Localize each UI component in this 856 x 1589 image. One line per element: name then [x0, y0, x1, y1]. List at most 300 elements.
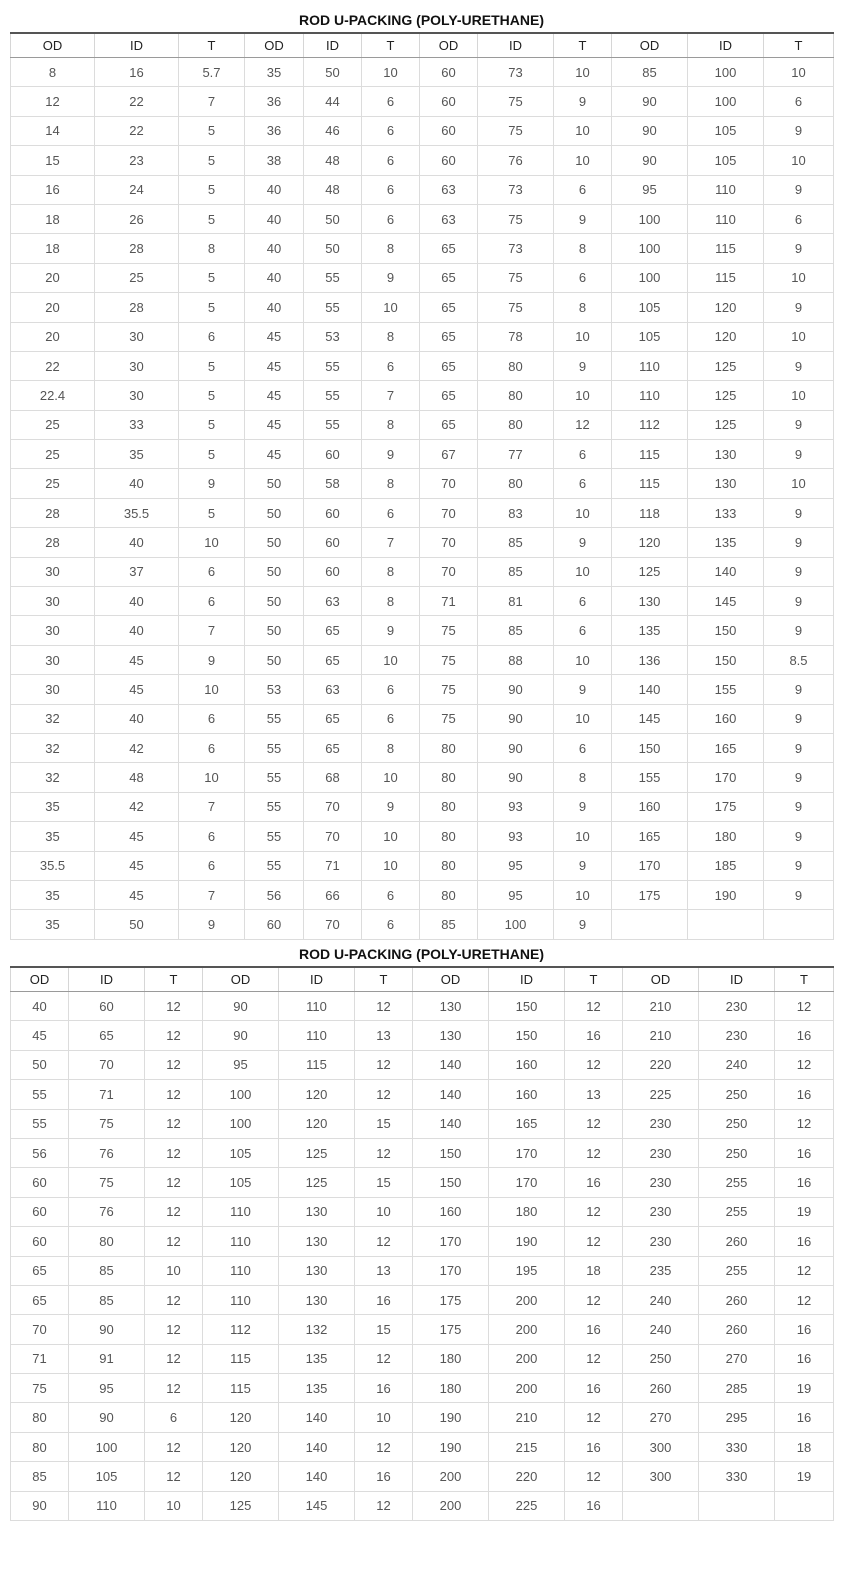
table-cell: 75: [478, 116, 554, 145]
table-cell: 35: [95, 440, 179, 469]
table-cell: 6: [179, 822, 245, 851]
table-cell: 55: [245, 733, 304, 762]
table-cell: 12: [355, 1050, 413, 1079]
table-title: ROD U-PACKING (POLY-URETHANE): [298, 946, 544, 962]
table-cell: 225: [623, 1080, 699, 1109]
table-cell: 9: [362, 792, 420, 821]
table-cell: 15: [11, 146, 95, 175]
table-cell: 16: [775, 1021, 834, 1050]
table-cell: 115: [612, 440, 688, 469]
table-cell: 6: [179, 733, 245, 762]
table-cell: 180: [688, 822, 764, 851]
table-cell: 12: [11, 87, 95, 116]
table-cell: 70: [420, 528, 478, 557]
table-cell: 10: [179, 675, 245, 704]
table-cell: 10: [764, 469, 834, 498]
table-cell: 6: [764, 204, 834, 233]
table-cell: 85: [478, 557, 554, 586]
column-header: ID: [95, 33, 179, 58]
table-cell: 60: [11, 1197, 69, 1226]
table-cell: 50: [245, 645, 304, 674]
table-cell: 65: [420, 410, 478, 439]
table-cell: 45: [245, 322, 304, 351]
table-cell: 6: [554, 263, 612, 292]
table-cell: 50: [11, 1050, 69, 1079]
table-cell: 45: [11, 1021, 69, 1050]
table-cell: 70: [304, 910, 362, 939]
table-cell: 80: [69, 1227, 145, 1256]
table-cell: 105: [688, 116, 764, 145]
table-cell: 10: [554, 58, 612, 87]
table-cell: 9: [764, 351, 834, 380]
table-cell: 215: [489, 1432, 565, 1461]
packing-size-table-2: [10, 966, 834, 1521]
table-cell: 6: [362, 146, 420, 175]
table-cell: 60: [11, 1168, 69, 1197]
table-cell: 6: [554, 587, 612, 616]
table-cell: 10: [554, 704, 612, 733]
table-cell: 68: [304, 763, 362, 792]
table-cell: 100: [478, 910, 554, 939]
table-cell: 170: [688, 763, 764, 792]
table-cell: 133: [688, 498, 764, 527]
table-cell: 80: [420, 822, 478, 851]
table-cell: 120: [203, 1432, 279, 1461]
table-cell: 71: [420, 587, 478, 616]
table-cell: 145: [612, 704, 688, 733]
table-row: [11, 322, 834, 351]
table-cell: 12: [145, 1227, 203, 1256]
header-row: [11, 33, 834, 58]
table-cell: 55: [245, 763, 304, 792]
table-row: [11, 587, 834, 616]
table-cell: 165: [688, 733, 764, 762]
table-cell: 65: [69, 1021, 145, 1050]
table-body: [11, 58, 834, 940]
table-cell: 6: [554, 616, 612, 645]
table-cell: 10: [145, 1256, 203, 1285]
table-cell: 63: [420, 204, 478, 233]
table-cell: 70: [304, 792, 362, 821]
table-cell: 45: [245, 351, 304, 380]
table-cell: 28: [95, 293, 179, 322]
table-cell: 20: [11, 263, 95, 292]
column-header: ID: [478, 33, 554, 58]
table-cell: 8: [554, 763, 612, 792]
table-cell: 16: [11, 175, 95, 204]
table-cell: 9: [764, 733, 834, 762]
table-cell: 8: [362, 234, 420, 263]
table-cell: 16: [565, 1021, 623, 1050]
table-cell: 155: [612, 763, 688, 792]
table-cell: 16: [565, 1432, 623, 1461]
table-cell: 40: [95, 704, 179, 733]
table-cell: 12: [775, 1050, 834, 1079]
table-cell: 12: [355, 1080, 413, 1109]
table-cell: 115: [688, 234, 764, 263]
table-row: [11, 1109, 834, 1138]
table-cell: 16: [95, 58, 179, 87]
table-cell: 85: [478, 616, 554, 645]
table-cell: 140: [279, 1403, 355, 1432]
table-cell: 180: [413, 1374, 489, 1403]
table-cell: 112: [612, 410, 688, 439]
table-cell: 10: [179, 528, 245, 557]
table-cell: 10: [554, 322, 612, 351]
table-cell: 65: [304, 704, 362, 733]
table-cell: 285: [699, 1374, 775, 1403]
table-cell: 12: [145, 1050, 203, 1079]
table-cell: 7: [179, 880, 245, 909]
table-cell: 8: [554, 234, 612, 263]
table-cell: 10: [554, 880, 612, 909]
table-cell: 8: [362, 733, 420, 762]
table-cell: 88: [478, 645, 554, 674]
table-cell: 65: [420, 293, 478, 322]
table-row: [11, 204, 834, 233]
table-cell: 175: [413, 1285, 489, 1314]
table-cell: 165: [612, 822, 688, 851]
table-cell: 55: [304, 381, 362, 410]
table-cell: 90: [478, 675, 554, 704]
table-cell: 6: [554, 440, 612, 469]
table-cell: 25: [95, 263, 179, 292]
table-cell: 50: [245, 557, 304, 586]
table-cell: 20: [11, 322, 95, 351]
table-cell: 10: [355, 1197, 413, 1226]
table-cell: 38: [245, 146, 304, 175]
table-cell: 120: [279, 1109, 355, 1138]
table-cell: 56: [245, 880, 304, 909]
table-cell: 15: [355, 1168, 413, 1197]
table-cell: 33: [95, 410, 179, 439]
table-cell: 85: [612, 58, 688, 87]
table-cell: 80: [420, 880, 478, 909]
table-cell: 230: [623, 1168, 699, 1197]
table-row: [11, 992, 834, 1021]
table-cell: 80: [478, 469, 554, 498]
table-cell: 7: [362, 381, 420, 410]
table-cell: 12: [554, 410, 612, 439]
table-cell: 8: [362, 469, 420, 498]
table-cell: 48: [95, 763, 179, 792]
table-row: [11, 1227, 834, 1256]
table-cell: 42: [95, 733, 179, 762]
table-cell: 240: [623, 1285, 699, 1314]
table-cell: 9: [179, 645, 245, 674]
table-cell: 16: [355, 1374, 413, 1403]
table-cell: 93: [478, 822, 554, 851]
table-cell: 70: [420, 557, 478, 586]
table-cell: 85: [478, 528, 554, 557]
table-cell: 45: [95, 851, 179, 880]
table-cell: 40: [245, 175, 304, 204]
table-cell: 160: [489, 1080, 565, 1109]
table-cell: 140: [688, 557, 764, 586]
table-cell: 66: [304, 880, 362, 909]
table-cell: 30: [11, 645, 95, 674]
table-cell: 75: [69, 1109, 145, 1138]
table-cell: 90: [69, 1315, 145, 1344]
table-cell: 140: [413, 1109, 489, 1138]
table-cell: 73: [478, 175, 554, 204]
table-cell: 9: [554, 792, 612, 821]
table-cell: 6: [179, 322, 245, 351]
table-cell: 44: [304, 87, 362, 116]
table-row: [11, 616, 834, 645]
table-cell: 58: [304, 469, 362, 498]
table-cell: 22: [11, 351, 95, 380]
table-row: [11, 1432, 834, 1461]
table-cell: 95: [203, 1050, 279, 1079]
table-cell: 6: [362, 880, 420, 909]
table-cell: 50: [245, 528, 304, 557]
table-cell: 75: [478, 204, 554, 233]
table-cell: 140: [279, 1432, 355, 1461]
table-cell: 9: [764, 880, 834, 909]
table-row: [11, 1315, 834, 1344]
table-cell: 60: [420, 87, 478, 116]
column-header: ID: [699, 967, 775, 992]
table-cell: 110: [203, 1227, 279, 1256]
table-cell: 8: [362, 557, 420, 586]
table-row: [11, 175, 834, 204]
table-cell: 76: [478, 146, 554, 175]
table-cell: 80: [11, 1403, 69, 1432]
table-body: [11, 992, 834, 1521]
table-cell: 115: [279, 1050, 355, 1079]
table-cell: 90: [11, 1491, 69, 1520]
table-cell: 9: [554, 528, 612, 557]
table-cell: 13: [355, 1256, 413, 1285]
table-cell: 9: [764, 587, 834, 616]
table-cell: 50: [245, 616, 304, 645]
table-cell: 12: [565, 1227, 623, 1256]
table-cell: 9: [362, 263, 420, 292]
table-row: [11, 440, 834, 469]
table-cell: 28: [11, 498, 95, 527]
table-cell: 160: [688, 704, 764, 733]
table-cell: 7: [179, 87, 245, 116]
table-cell: 130: [688, 469, 764, 498]
table-row: [11, 1050, 834, 1079]
table-cell: 85: [11, 1462, 69, 1491]
table-cell: 75: [11, 1374, 69, 1403]
table-cell: 75: [420, 704, 478, 733]
table-cell: 16: [775, 1315, 834, 1344]
table-cell: 10: [362, 851, 420, 880]
table-row: [11, 381, 834, 410]
table-cell: 135: [279, 1344, 355, 1373]
table-cell: 300: [623, 1432, 699, 1461]
table-cell: 70: [420, 469, 478, 498]
table-cell: 95: [478, 851, 554, 880]
table-cell: 130: [279, 1285, 355, 1314]
table-cell: 115: [203, 1344, 279, 1373]
table-cell: 5: [179, 204, 245, 233]
table-cell: 60: [420, 58, 478, 87]
table-cell: 75: [69, 1168, 145, 1197]
table-cell: 330: [699, 1462, 775, 1491]
table-cell: 12: [355, 1138, 413, 1167]
table-cell: 55: [11, 1109, 69, 1138]
table-cell: 85: [69, 1285, 145, 1314]
table-cell: 6: [179, 851, 245, 880]
table-cell: 180: [489, 1197, 565, 1226]
table-cell: 42: [95, 792, 179, 821]
table-cell: 90: [478, 733, 554, 762]
table-row: [11, 1021, 834, 1050]
table-cell: 120: [688, 322, 764, 351]
table-cell: 8: [362, 322, 420, 351]
table-cell: 7: [179, 616, 245, 645]
table-cell: 60: [245, 910, 304, 939]
table-cell: 12: [565, 992, 623, 1021]
table-cell: [623, 1491, 699, 1520]
table-row: [11, 645, 834, 674]
column-header: OD: [413, 967, 489, 992]
table-row: [11, 263, 834, 292]
table-cell: 12: [145, 1021, 203, 1050]
table-cell: 90: [612, 116, 688, 145]
table-cell: 60: [304, 528, 362, 557]
table-title: ROD U-PACKING (POLY-URETHANE): [298, 12, 544, 28]
table-cell: 19: [775, 1374, 834, 1403]
table-cell: 9: [764, 498, 834, 527]
table-cell: 40: [245, 204, 304, 233]
table-cell: 19: [775, 1462, 834, 1491]
table-cell: 65: [420, 263, 478, 292]
table-cell: 25: [11, 469, 95, 498]
table-cell: 12: [145, 1197, 203, 1226]
table-cell: [699, 1491, 775, 1520]
table-cell: 55: [245, 704, 304, 733]
table-cell: 195: [489, 1256, 565, 1285]
table-cell: 80: [478, 410, 554, 439]
table-row: [11, 1403, 834, 1432]
table-cell: 130: [279, 1227, 355, 1256]
table-row: [11, 87, 834, 116]
table-cell: 78: [478, 322, 554, 351]
header-row: [11, 967, 834, 992]
table-cell: 16: [565, 1491, 623, 1520]
table-cell: 71: [11, 1344, 69, 1373]
table-cell: 170: [489, 1138, 565, 1167]
table-cell: 120: [203, 1403, 279, 1432]
table-cell: 80: [478, 381, 554, 410]
column-header: OD: [420, 33, 478, 58]
table-cell: 60: [420, 116, 478, 145]
table-cell: 90: [612, 87, 688, 116]
table-cell: 110: [203, 1256, 279, 1285]
table-cell: 18: [775, 1432, 834, 1461]
column-header: T: [362, 33, 420, 58]
table-row: [11, 116, 834, 145]
table-cell: 125: [279, 1138, 355, 1167]
table-cell: 35.5: [11, 851, 95, 880]
table-cell: 8: [179, 234, 245, 263]
table-cell: 9: [554, 910, 612, 939]
column-header: T: [775, 967, 834, 992]
table-cell: 10: [362, 763, 420, 792]
table-cell: 8: [554, 293, 612, 322]
table-cell: 37: [95, 557, 179, 586]
table-cell: 125: [688, 351, 764, 380]
table-cell: 210: [489, 1403, 565, 1432]
table-cell: 270: [623, 1403, 699, 1432]
table-cell: 12: [355, 1432, 413, 1461]
table-cell: 10: [145, 1491, 203, 1520]
table-cell: 25: [11, 440, 95, 469]
table-cell: 50: [304, 58, 362, 87]
table-cell: 12: [565, 1344, 623, 1373]
table-cell: 45: [95, 675, 179, 704]
table-cell: 65: [11, 1256, 69, 1285]
table-cell: 28: [11, 528, 95, 557]
table-cell: 85: [420, 910, 478, 939]
table-cell: 6: [362, 498, 420, 527]
table-cell: 110: [688, 175, 764, 204]
table-cell: 35: [11, 910, 95, 939]
table-cell: 9: [554, 204, 612, 233]
table-cell: 6: [362, 175, 420, 204]
table-cell: 105: [688, 146, 764, 175]
table-cell: 75: [420, 645, 478, 674]
table-row: [11, 675, 834, 704]
table-cell: 10: [554, 822, 612, 851]
table-cell: 70: [304, 822, 362, 851]
table-cell: 65: [420, 322, 478, 351]
table-cell: 5.7: [179, 58, 245, 87]
table-cell: 200: [413, 1462, 489, 1491]
table-cell: 60: [69, 992, 145, 1021]
table-cell: 9: [764, 616, 834, 645]
table-cell: 80: [420, 763, 478, 792]
table-section-2: [10, 934, 833, 1521]
table-cell: 150: [413, 1138, 489, 1167]
table-cell: 260: [623, 1374, 699, 1403]
table-cell: 110: [688, 204, 764, 233]
table-cell: 6: [145, 1403, 203, 1432]
table-cell: 150: [688, 616, 764, 645]
table-cell: 10: [764, 263, 834, 292]
table-cell: 76: [69, 1138, 145, 1167]
table-cell: 200: [489, 1315, 565, 1344]
table-cell: 210: [623, 992, 699, 1021]
table-cell: 9: [764, 528, 834, 557]
table-cell: 12: [145, 1080, 203, 1109]
column-header: T: [764, 33, 834, 58]
table-cell: 40: [245, 234, 304, 263]
table-cell: 10: [554, 381, 612, 410]
table-cell: 130: [688, 440, 764, 469]
table-cell: 90: [203, 1021, 279, 1050]
table-cell: 135: [688, 528, 764, 557]
table-cell: 9: [554, 851, 612, 880]
table-cell: 9: [764, 851, 834, 880]
table-cell: 115: [688, 263, 764, 292]
table-cell: 250: [699, 1138, 775, 1167]
table-cell: 50: [245, 587, 304, 616]
table-cell: 110: [612, 381, 688, 410]
table-row: [11, 351, 834, 380]
table-row: [11, 704, 834, 733]
table-cell: 65: [11, 1285, 69, 1314]
table-cell: 16: [565, 1374, 623, 1403]
table-cell: 220: [623, 1050, 699, 1079]
table-cell: 140: [413, 1050, 489, 1079]
table-cell: 5: [179, 293, 245, 322]
